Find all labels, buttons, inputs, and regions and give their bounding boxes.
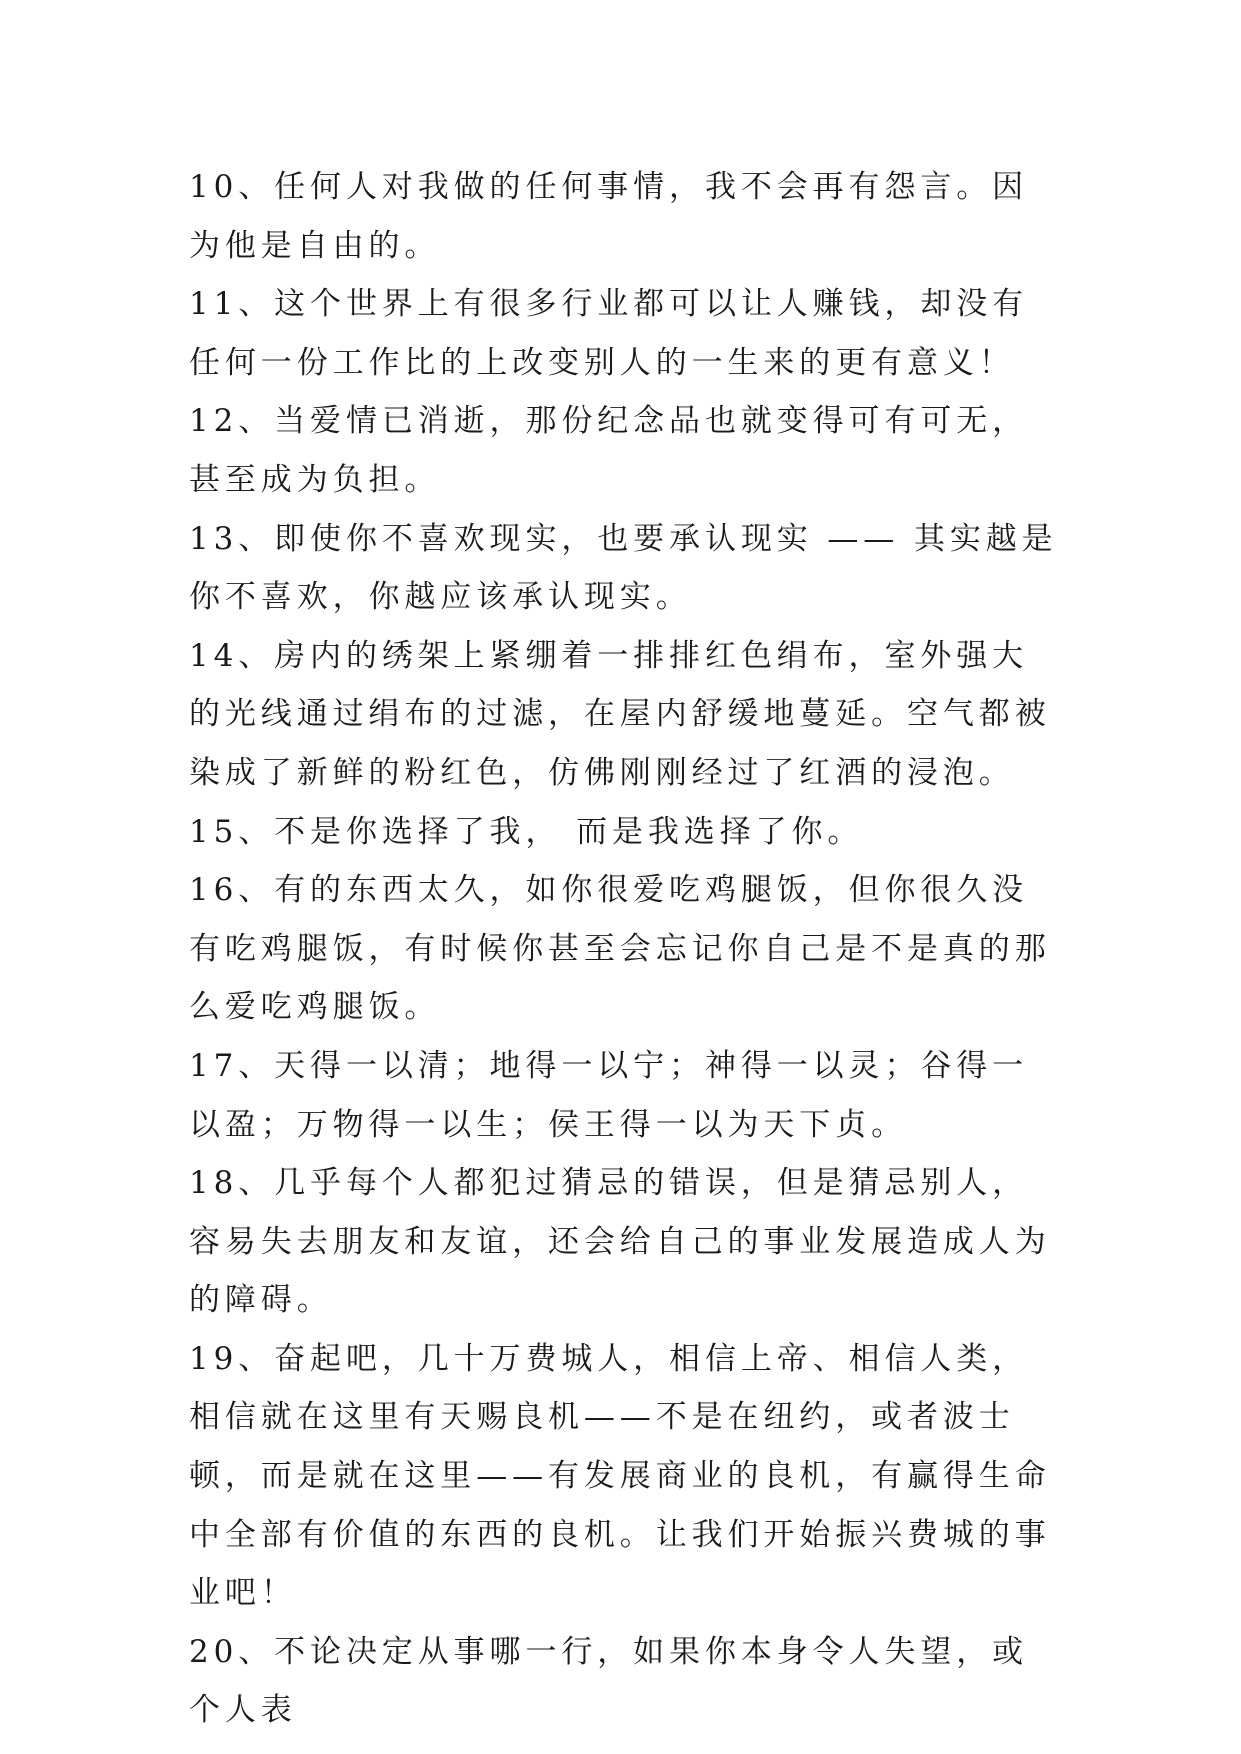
quote-item-14: 14、房内的绣架上紧绷着一排排红色绢布，室外强大的光线通过绢布的过滤，在屋内舒缓地蔓延。空气都被染成了新鲜的粉红色，仿佛刚刚经过了红酒的浸泡。 [189,637,1051,791]
quote-list [189,158,1059,1740]
quote-item-15: 15、不是你选择了我， 而是我选择了你。 [189,813,864,850]
quote-item-12: 12、当爱情已消逝，那份纪念品也就变得可有可无，甚至成为负担。 [189,403,1029,498]
quote-item-13: 13、即使你不喜欢现实，也要承认现实 —— 其实越是你不喜欢，你越应该承认现实。 [189,520,1058,616]
quote-item-19: 19、奋起吧，几十万费城人，相信上帝、相信人类，相信就在这里有天赐良机——不是在纽约，或者波士顿，而是就在这里——有发展商业的良机，有赢得生命中全部有价值的东西的良机。让我们开始振兴费城的事业吧！ [189,1340,1051,1612]
quote-item-11: 11、这个世界上有很多行业都可以让人赚钱，却没有任何一份工作比的上改变别人的一生来的更有意义！ [189,286,1029,381]
quote-item-20: 20、不论决定从事哪一行，如果你本身令人失望，或个人表 [189,1633,1029,1729]
quote-item-17: 17、天得一以清；地得一以宁；神得一以灵；谷得一以盈；万物得一以生；侯王得一以为天下贞。 [189,1047,1029,1143]
quote-item-10: 10、任何人对我做的任何事情，我不会再有怨言。因为他是自由的。 [189,169,1029,264]
quote-item-18: 18、几乎每个人都犯过猜忌的错误，但是猜忌别人，容易失去朋友和友谊，还会给自己的事业发展造成人为的障碍。 [189,1165,1051,1319]
quote-item-16: 16、有的东西太久，如你很爱吃鸡腿饭，但你很久没有吃鸡腿饭，有时候你甚至会忘记你自己是不是真的那么爱吃鸡腿饭。 [189,872,1051,1026]
